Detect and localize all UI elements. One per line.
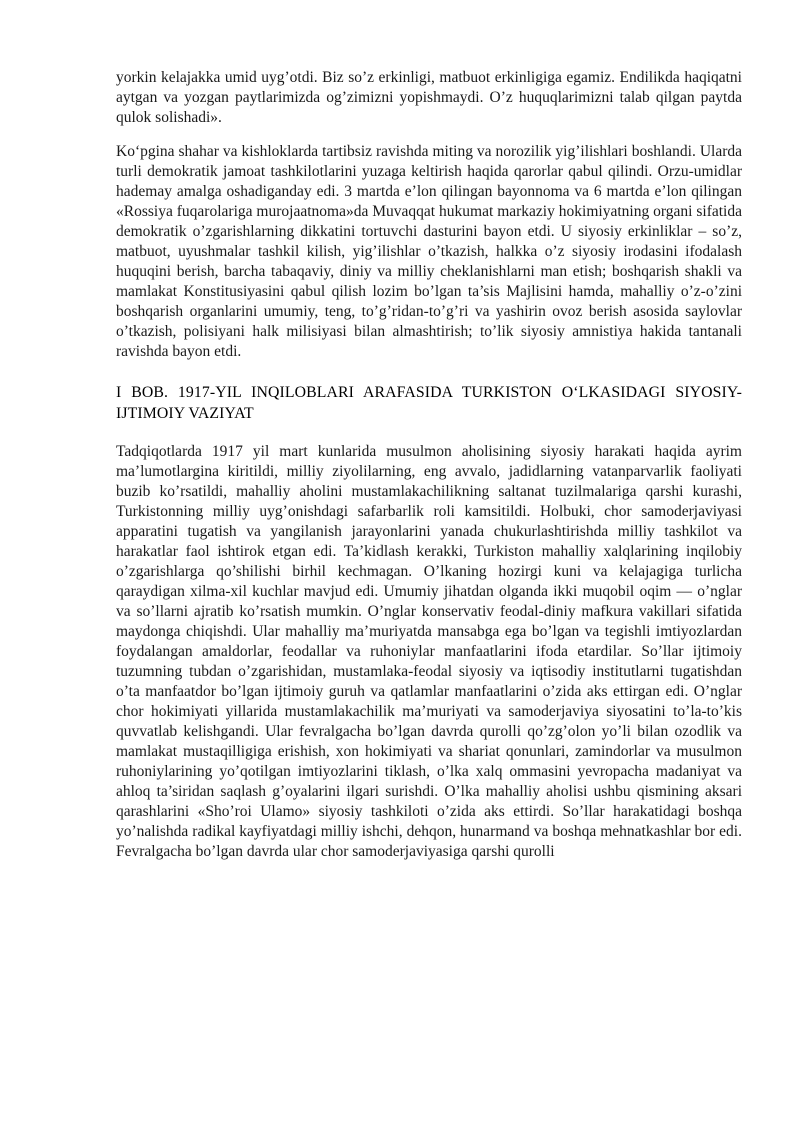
paragraph-provisional-government: Koʻpgina shahar va kishloklarda tartibsiz ravishda miting va norozilik yig’ilishlari boshlandi. Ularda turli demokratik jamoat tashkilotlarini yuzaga keltirish haqida qarorlar qabul qilindi. Orzu-umidlar hademay amalga oshadiganday edi. 3 martda e’lon qilingan bayonnoma va 6 martda e’lon qilingan «Rossiya fuqarolariga murojaatnoma»da Muvaqqat hukumat markaziy hokimiyatning organi sifatida demokratik o’zgarishlarning dikkatini tortuvchi dasturini bayon etdi. U siyosiy erkinliklar – so’z, matbuot, uyushmalar tashkil kilish, yig’ilishlar o’tkazish, halkka o’z siyosiy irodasini ifodalash huquqini berish, barcha tabaqaviy, diniy va milliy cheklanishlarni man etish; boshqarish shakli va mamlakat Konstitusiyasini qabul qilish lozim bo’lgan ta’sis Majlisini hamda, mahalliy o’z-o’zini boshqarish organlarini umumiy, teng, to’g’ridan-to’g’ri va yashirin ovoz berish asosida saylovlar o’tkazish, polisiyani halk milisiyasi bilan almashtirish; to’lik siyosiy amnistiya hakida tantanali ravishda bayon etdi. bbox=[116, 143, 742, 360]
paragraph-intro-quote: yorkin kelajakka umid uyg’otdi. Biz so’z erkinligi, matbuot erkinligiga egamiz. Endilikda haqiqatni aytgan va yozgan paytlarimizda og’zimizni yopishmaydi. O’z huquqlarimizni talab qilgan paytda qulok solishadi». bbox=[116, 69, 742, 126]
chapter-heading: I BOB. 1917-YIL INQILOBLARI ARAFASIDA TURKISTON O‘LKASIDAGI SIYOSIY-IJTIMOIY VAZIYAT bbox=[116, 384, 742, 422]
paragraph-research-overview: Tadqiqotlarda 1917 yil mart kunlarida musulmon aholisining siyosiy harakati haqida ayrim ma’lumotlargina kiritildi, milliy ziyolilarning, eng avvalo, jadidlarning vatanparvarlik faoliyati buzib ko’rsatildi, mahalliy aholini mustamlakachilikning saltanat tuzilmalariga qarshi kurashi, Turkistonning milliy uyg’onishdagi safarbarlik roli kamsitildi. Holbuki, chor samoderjaviyasi apparatini tugatish va yangilanish jarayonlarini yanada chukurlashtirishda milliy tashkilot va harakatlar faol ishtirok etgan edi. Ta’kidlash kerakki, Turkiston mahalliy xalqlarining inqilobiy o’zgarishlarga qo’shilishi birhil kechmagan. O’lkaning hozirgi kuni va kelajagiga turlicha qaraydigan xilma-xil kuchlar mavjud edi. Umumiy jihatdan olganda ikki muqobil oqim — o’nglar va so’llarni ajratib ko’rsatish mumkin. O’nglar konservativ feodal-diniy mafkura vakillari sifatida maydonga chiqishdi. Ular mahalliy ma’muriyatda mansabga ega bo’lgan va tegishli imtiyozlardan foydalangan amaldorlar, feodallar va ruhoniylar manfaatlarini ifoda etardilar. So’llar ijtimoiy tuzumning tubdan o’zgarishidan, mustamlaka-feodal siyosiy va iqtisodiy institutlarni tugatishdan o’ta manfaatdor bo’lgan ijtimoiy guruh va qatlamlar manfaatlarini o’zida aks ettirgan edi. O’nglar chor hokimiyati yillarida mustamlakachilik ma’muriyati va samoderjaviya siyosatini to’la-to’kis quvvatlab kelishgandi. Ular fevralgacha bo’lgan davrda qurolli qo’zg’olon yo’li bilan ozodlik va mamlakat mustaqilligiga erishish, xon hokimiyati va shariat qonunlari, zamindorlar va musulmon ruhoniylarining yo’qotilgan imtiyozlarini tiklash, o’lka xalq ommasini yevropacha madaniyat va ahloq ta’siridan saqlash g’oyalarini ilgari surishdi. O’lka mahalliy aholisi ushbu qismining aksari qarashlarini «Sho’roi Ulamo» siyosiy tashkiloti o’zida aks ettirdi. So’llar harakatidagi boshqa yo’nalishda radikal kayfiyatdagi milliy ishchi, dehqon, hunarmand va boshqa mehnatkashlar bor edi. Fevralgacha bo’lgan davrda ular chor samoderjaviyasiga qarshi qurolli bbox=[116, 443, 742, 860]
document-page bbox=[116, 68, 742, 862]
